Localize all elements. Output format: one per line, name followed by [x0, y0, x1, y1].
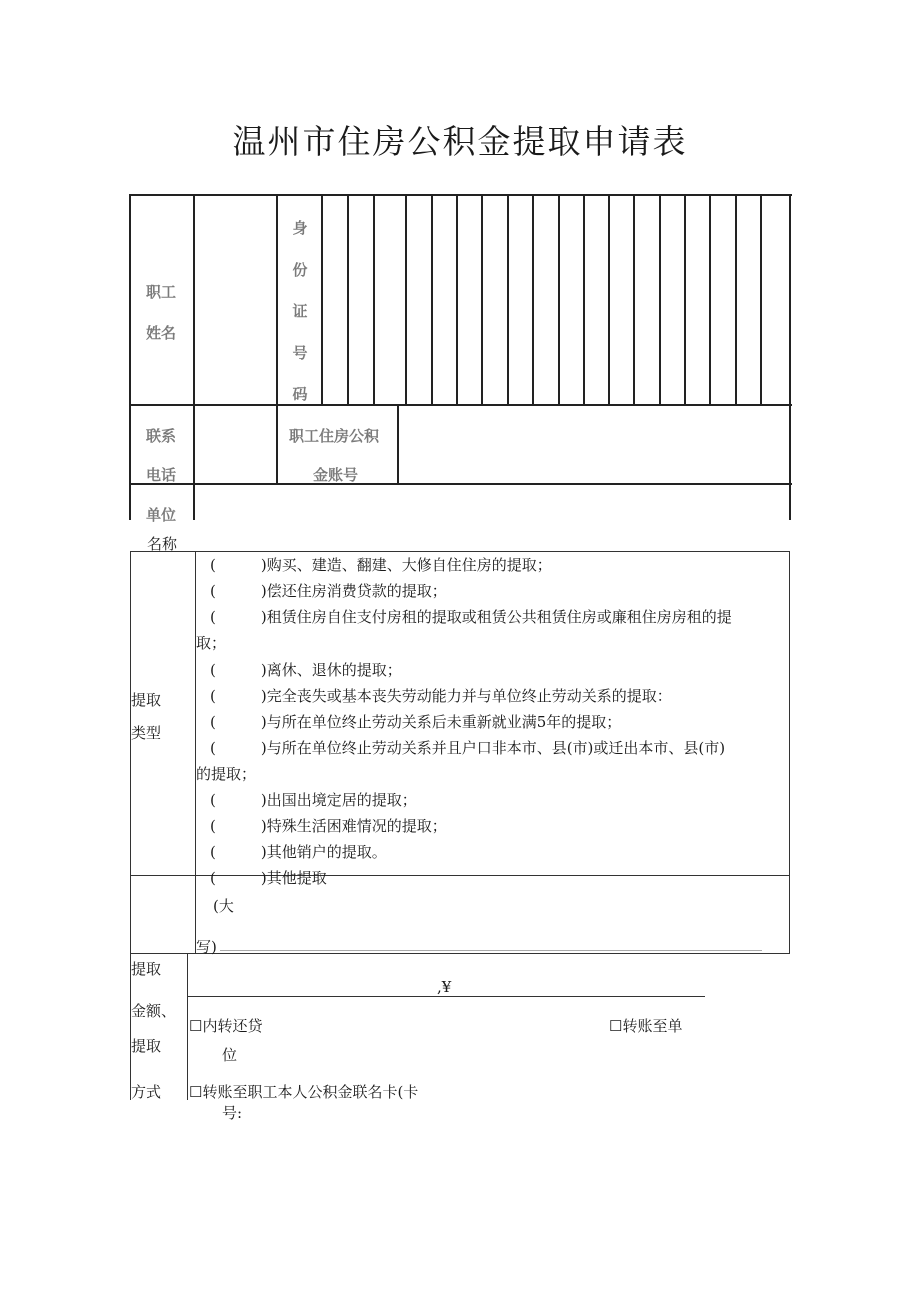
- method-label-4: 方式: [131, 1083, 162, 1101]
- withdraw-type-label-2: 类型: [131, 724, 162, 742]
- option-relocate[interactable]: ( )与所在单位终止劳动关系并且户口非本市、县(市)或迁出本市、县(市): [210, 739, 726, 757]
- method-label-3: 提取: [131, 1037, 162, 1055]
- unit-name-field[interactable]: [193, 484, 789, 520]
- method-label: 提取: [131, 960, 162, 978]
- employee-name-field[interactable]: [193, 195, 276, 404]
- employee-name-label-2: 姓名: [146, 324, 177, 342]
- option-transfer-unit-cont: 位: [222, 1046, 238, 1064]
- phone-label: 联系: [146, 427, 177, 445]
- option-hardship[interactable]: ( )特殊生活困难情况的提取；: [210, 817, 447, 835]
- withdraw-type-options: [196, 552, 788, 887]
- amount-yen-symbol: ,¥: [437, 978, 452, 996]
- id-number-label: 身 份 证 号 码: [292, 219, 308, 403]
- option-rent[interactable]: ( )租赁住房自住支付房租的提取或租赁公共租赁住房或廉租住房房租的提: [210, 608, 732, 626]
- account-number-field[interactable]: [398, 405, 789, 483]
- unit-name-label-2: 名称: [147, 535, 178, 553]
- phone-field[interactable]: [193, 405, 276, 483]
- option-other[interactable]: ( )其他提取: [210, 869, 327, 887]
- option-relocate-cont: 的提取；: [196, 765, 257, 783]
- id-number-field[interactable]: [321, 195, 789, 404]
- option-rent-cont: 取；: [196, 634, 227, 652]
- option-retire[interactable]: ( )离休、退休的提取；: [210, 661, 402, 679]
- amount-daxie-label-2: 写): [196, 938, 217, 956]
- method-label-2: 金额、: [131, 1002, 177, 1020]
- option-close-account[interactable]: ( )其他销户的提取。: [210, 843, 387, 861]
- account-label: 职工住房公积: [289, 427, 380, 445]
- amount-uppercase-field[interactable]: [220, 890, 762, 950]
- page-title: 温州市住房公积金提取申请表: [232, 122, 688, 161]
- unit-name-label: 单位: [146, 506, 177, 524]
- account-label-2: 金账号: [313, 466, 359, 484]
- phone-label-2: 电话: [146, 466, 177, 484]
- option-repay-loan[interactable]: ( )偿还住房消费贷款的提取；: [210, 582, 447, 600]
- option-purchase[interactable]: ( )购买、建造、翻建、大修自住住房的提取；: [210, 556, 552, 574]
- withdraw-type-label: 提取: [131, 691, 162, 709]
- option-internal-repay[interactable]: ☐内转还贷: [189, 1017, 263, 1035]
- option-unemployed[interactable]: ( )与所在单位终止劳动关系后未重新就业满5年的提取；: [210, 713, 622, 731]
- employee-name-label: 职工: [146, 283, 177, 301]
- amount-numeric-field[interactable]: [188, 955, 705, 995]
- amount-daxie-label: (大: [213, 897, 234, 915]
- option-transfer-unit[interactable]: ☐转账至单: [609, 1017, 683, 1035]
- card-number-label: 号:: [222, 1104, 243, 1122]
- option-disability[interactable]: ( )完全丧失或基本丧失劳动能力并与单位终止劳动关系的提取：: [210, 687, 672, 705]
- option-emigrate[interactable]: ( )出国出境定居的提取；: [210, 791, 417, 809]
- option-transfer-card[interactable]: ☐转账至职工本人公积金联名卡(卡: [189, 1083, 419, 1101]
